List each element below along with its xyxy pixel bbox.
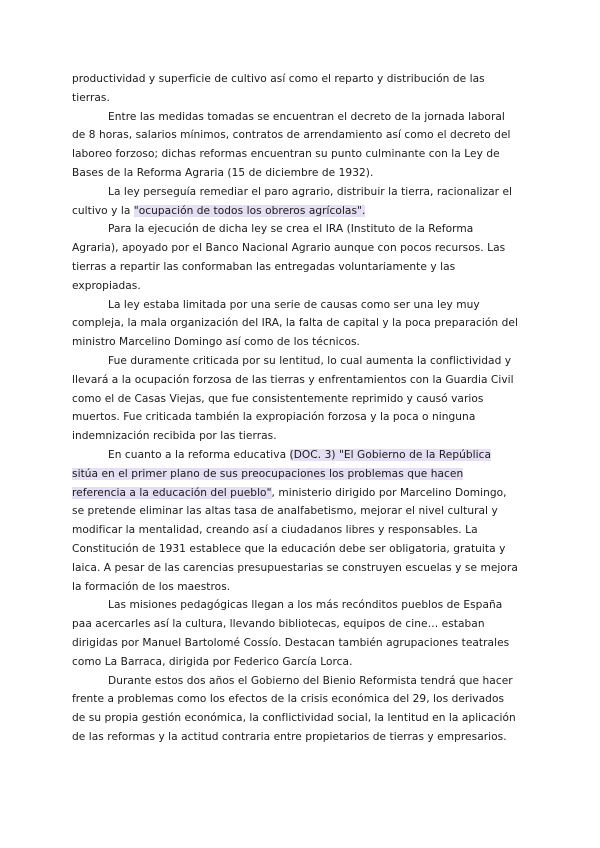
- paragraph-text: , ministerio dirigido por Marcelino Domingo, se pretende eliminar las altas tasa de analfabetismo, mejorar el nivel cultural y modificar la mentalidad, creando así a ciudadanos libres y responsables. La Constitución de 1931 establece que la educación debe ser obligatoria, gratuita y laica. A pesar de las carencias presupuestarias se construyen escuelas y se mejora la formación de los maestros.: [72, 486, 518, 593]
- paragraph-text: Para la ejecución de dicha ley se crea el IRA (Instituto de la Reforma Agraria), apoyado por el Banco Nacional Agrario aunque con pocos recursos. Las tierras a repartir las conformaban las entregadas voluntariamente y las expropiadas.: [72, 223, 506, 292]
- paragraph: [72, 446, 520, 596]
- paragraph: [72, 296, 520, 352]
- paragraph: [72, 108, 520, 183]
- highlighted-quote: (DOC. 3) "El Gobierno de la República sitúa en el primer plano de sus preocupaciones los problemas que hacen referencia a la educación del pueblo": [72, 448, 492, 499]
- paragraph-text: Entre las medidas tomadas se encuentran el decreto de la jornada laboral de 8 horas, salarios mínimos, contratos de arrendamiento así como el decreto del laboreo forzoso; dichas reformas encuentran su punto culminante con la Ley de Bases de la Reforma Agraria (15 de diciembre de 1932).: [72, 110, 511, 179]
- paragraph-text: Las misiones pedagógicas llegan a los más recónditos pueblos de España paa acercarles así la cultura, llevando bibliotecas, equipos de cine… estaban dirigidas por Manuel Bartolomé Cossío. Destacan también agrupaciones teatrales como La Barraca, dirigida por Federico García Lorca.: [72, 599, 510, 668]
- paragraph-text: Durante estos dos años el Gobierno del Bienio Reformista tendrá que hacer frente a problemas como los efectos de la crisis económica del 29, los derivados de su propia gestión económica, la conflictividad social, la lentitud en la aplicación de las reformas y la actitud contraria entre propietarios de tierras y empresarios.: [72, 674, 516, 743]
- paragraph: [72, 183, 520, 221]
- paragraph: [72, 352, 520, 446]
- paragraph: [72, 596, 520, 671]
- highlighted-quote: "ocupación de todos los obreros agrícolas".: [133, 204, 366, 217]
- paragraph-text: productividad y superficie de cultivo así como el reparto y distribución de las tierras.: [72, 73, 485, 104]
- paragraph: [72, 220, 520, 295]
- paragraph-text: La ley estaba limitada por una serie de causas como ser una ley muy compleja, la mala organización del IRA, la falta de capital y la poca preparación del ministro Marcelino Domingo así como de los técnicos.: [72, 298, 518, 349]
- document-body: [72, 70, 520, 747]
- paragraph-text: En cuanto a la reforma educativa: [108, 448, 290, 461]
- paragraph: [72, 672, 520, 747]
- paragraph-text: La ley perseguía remediar el paro agrario, distribuir la tierra, racionalizar el cultivo y la: [72, 185, 513, 217]
- paragraph-text: Fue duramente criticada por su lentitud, lo cual aumenta la conflictividad y llevará a la ocupación forzosa de las tierras y enfrentamientos con la Guardia Civil como el de Casas Viejas, que fue consistentemente reprimido y causó varios muertos. Fue criticada también la expropiación forzosa y la poca o ninguna indemnización recibida por las tierras.: [72, 354, 514, 443]
- paragraph: [72, 70, 520, 108]
